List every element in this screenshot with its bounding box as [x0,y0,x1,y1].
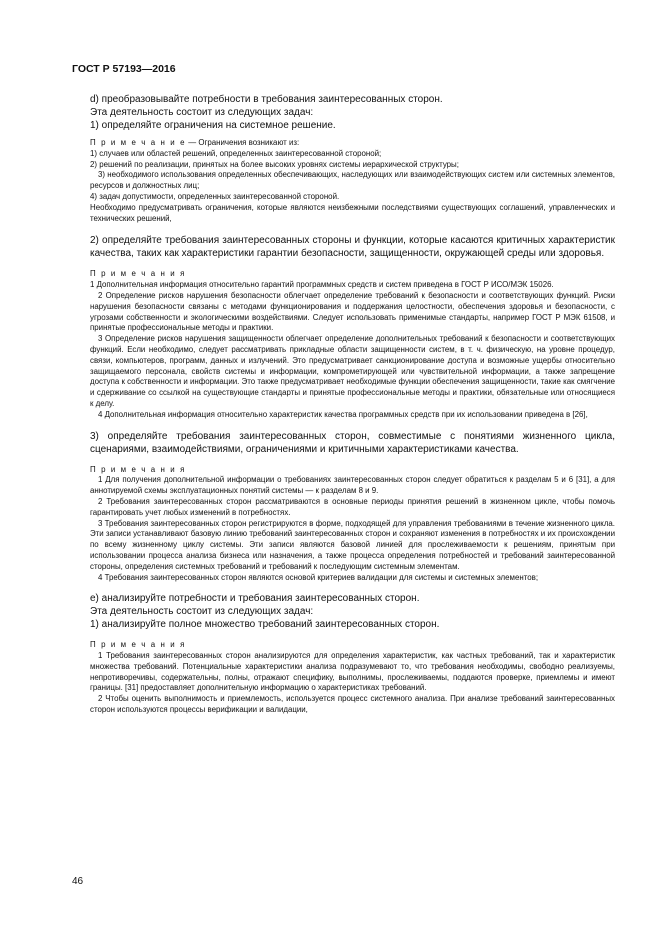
page-number: 46 [72,876,84,887]
notes-label-4: П р и м е ч а н и я [90,640,186,650]
document-header: ГОСТ Р 57193—2016 [72,63,176,75]
note-constraints-4: 4) задач допустимости, определенных заинтересованной стороной. [90,191,340,201]
note-label: П р и м е ч а н и е [90,138,187,147]
notes-label-3: П р и м е ч а н и я [90,464,186,474]
item-e: е) анализируйте потребности и требования заинтересованных сторон. [90,593,420,605]
note-2-1: 1 Дополнительная информация относительно гарантий программных средств и систем приведена в ГОСТ Р ИСО/МЭК 15026. [90,280,554,290]
note-constraints-1: 1) случаев или областей решений, определенных заинтересованной стороной; [90,148,382,158]
task-d-1: 1) определяйте ограничения на системное решение. [90,120,336,131]
note-3-2: 2 Требования заинтересованных сторон рассматриваются в основные периоды принятия решений в жизненном цикле, чтобы помочь гарантировать учет любых изменений в потребностях. [90,496,615,517]
task-e-1: 1) анализируйте полное множество требований заинтересованных сторон. [90,619,440,631]
note-4-2: 2 Чтобы оценить выполнимость и приемлемость, используется процесс системного анализа. При анализе требований заинтересованных сторон используются процессы верификации и валидации, [90,694,615,715]
note-text: — Ограничения возникают из: [186,138,300,147]
item-d: d) преобразовывайте потребности в требования заинтересованных сторон. [90,94,443,105]
note-2-3: 3 Определение рисков нарушения защищенности облегчает определение дополнительных требований к безопасности и соответствующих функций. Если необходимо, следует рассматривать прикладные области защищенности систем, в т. ч. физическую, на уровне процедур, связи, компьютеров, программ, данных и излучений. Это предусматривает санкционирование доступа и возможные ущербы относительно защищаемого персонала, свойств системы и информации, компрометирующей или чувствительной информации, а также запрещение доступа к собственности и информации. Это также предусматривает необходимые функции обеспечения защищенности, такие как смягчение и сдерживание со ссылкой на существующие стандарты и принятые профессиональные методы и практики, обязательные или относящиеся к делу. [90,334,615,408]
note-4-1: 1 Требования заинтересованных сторон анализируются для определения характеристик, как частных требований, так и характеристик множества требований. Потенциальные характеристики анализа подразумевают то, что требования необходимы, свободно реализуемы, непротиворечивы, содержательны, полны, отражают специфику, выполнимы, прослеживаемы, поддаются проверке, приемлемы и имеют границы. [31] предоставляет дополнительную информацию о характеристиках требований. [90,651,615,693]
task-d-2: 2) определяйте требования заинтересованных стороны и функции, которые касаются критичных характеристик качества, таких как характеристики гарантии безопасности, защищенности, окружающей среды или здоровья. [90,235,615,260]
note-constraints [90,138,615,149]
note-2-4: 4 Дополнительная информация относительно характеристик качества программных средств при их использовании приведена в [26], [98,409,588,419]
note-3-1: 1 Для получения дополнительной информации о требованиях заинтересованных сторон следует обратиться к разделам 5 и 6 [31], а для аннотируемой схемы эксплуатационных понятий системы — к разделам 8 и 9. [90,475,615,496]
task-d-3: 3) определяйте требования заинтересованных сторон, совместимые с понятиями жизненного цикла, сценариями, взаимодействиями, ограничениями и критичными характеристиками качества. [90,430,615,455]
note-constraints-5: Необходимо предусматривать ограничения, которые являются неизбежными последствиями существующих соглашений, управленческих и технических решений, [90,202,615,223]
tasks-intro-e: Эта деятельность состоит из следующих задач: [90,606,314,618]
note-3-3: 3 Требования заинтересованных сторон регистрируются в форме, подходящей для управления требованиями в течение жизненного цикла. Эти записи устанавливают базовую линию требований заинтересованных сторон и сохраняют изменения в потребностях и их происхождении по всему жизненному циклу системы. Эти записи являются базовой линией для прослеживаемости к решениям, принятым при использовании процесса анализа бизнеса или назначения, а также процесса определения потребностей и требований заинтересованной стороны, определения системных требований и требований к последующим системным элементам. [90,518,615,571]
note-constraints-2: 2) решений по реализации, принятых на более высоких уровнях системы иерархической структуры; [90,159,459,169]
note-2-2: 2 Определение рисков нарушения безопасности облегчает определение требований к безопасности и соответствующих функций. Риски нарушения безопасности связаны с методами функционирования и поддержания целостности, обеспечения здоровья и безопасности, с угрозами собственности и экологическими воздействиями. Следует использовать применимые стандарты, например ГОСТ Р МЭК 61508, и принятые профессиональные методы и практики. [90,290,615,333]
note-3-4: 4 Требования заинтересованных сторон являются основой критериев валидации для системы и системных элементов; [98,572,539,582]
notes-label-2: П р и м е ч а н и я [90,269,186,279]
tasks-intro-d: Эта деятельность состоит из следующих задач: [90,107,314,118]
page-body [90,93,615,716]
note-constraints-3: 3) необходимого использования определенных обеспечивающих, наследующих или взаимодействующих систем или системных элементов, ресурсов и должностных лиц; [90,170,615,191]
